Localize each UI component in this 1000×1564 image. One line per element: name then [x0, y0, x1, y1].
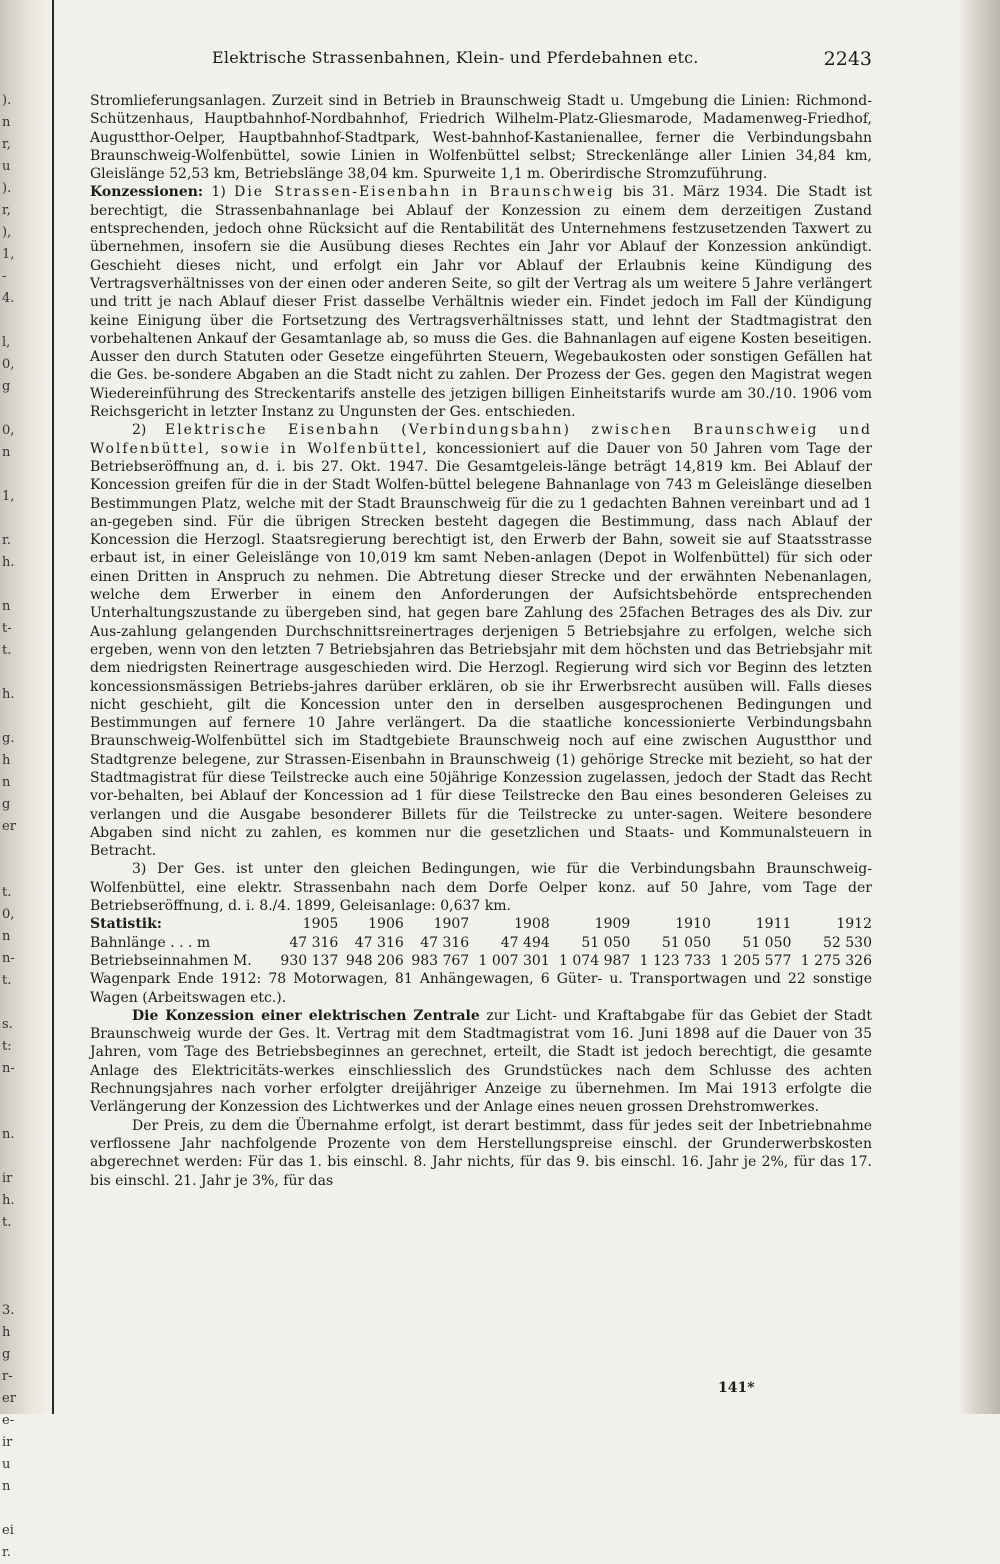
- margin-fragment: er: [2, 819, 16, 834]
- margin-fragment: ir: [2, 1435, 13, 1450]
- margin-fragment: ).: [2, 181, 12, 196]
- margin-fragment: [2, 662, 24, 684]
- bahnlaenge-cell: 47 316: [420, 934, 470, 951]
- margin-fragment: [2, 574, 24, 596]
- margin-fragment: n: [2, 599, 11, 614]
- bahnlaenge-cell: 51 050: [661, 934, 711, 951]
- margin-fragment: t.: [2, 973, 12, 988]
- margin-fragment: [2, 860, 24, 882]
- margin-fragment: [2, 508, 24, 530]
- item-number: 2): [132, 422, 147, 439]
- margin-fragment: h.: [2, 1193, 15, 1208]
- margin-fragment: n.: [2, 1127, 15, 1142]
- margin-fragment: ei: [2, 1523, 14, 1538]
- bahnlaenge-cell: 47 316: [289, 934, 339, 951]
- margin-fragment: -: [2, 269, 7, 284]
- margin-fragment: n: [2, 775, 11, 790]
- margin-fragment: ),: [2, 225, 12, 240]
- einnahmen-cell: 1 074 987: [559, 952, 631, 969]
- margin-fragment: h: [2, 1325, 11, 1340]
- margin-fragment: n-: [2, 1061, 15, 1076]
- margin-fragment: t:: [2, 1039, 12, 1054]
- bahnlaenge-cell: 47 316: [354, 934, 404, 951]
- margin-fragment: r.: [2, 1545, 11, 1560]
- paragraph-concessions: [90, 183, 872, 421]
- margin-fragment: n: [2, 1479, 11, 1494]
- margin-fragment: [2, 310, 24, 332]
- margin-fragment: r,: [2, 137, 11, 152]
- margin-fragment: r.: [2, 533, 11, 548]
- central-station-lead: Die Konzession einer elektrischen Zentrale: [132, 1007, 480, 1024]
- bahnlaenge-label: Bahnlänge . . . m: [90, 934, 211, 951]
- year-cell: 1906: [368, 916, 404, 933]
- einnahmen-cell: 983 767: [411, 952, 470, 969]
- item-number: 1): [211, 184, 226, 201]
- paragraph-concession-2: [90, 421, 872, 860]
- margin-fragment: ir: [2, 1171, 13, 1186]
- einnahmen-cell: 1 275 326: [800, 952, 872, 969]
- margin-fragment: g: [2, 379, 11, 394]
- margin-fragment: 1,: [2, 247, 15, 262]
- margin-fragment: [2, 1256, 24, 1278]
- wagenpark-text: Wagenpark Ende 1912: 78 Motorwagen, 81 Anhängewagen, 6 Güter- u. Transportwagen und 22 sonstige Wagen (Arbeitswagen etc.).: [90, 971, 872, 1006]
- margin-fragment: [2, 992, 24, 1014]
- page-edge-right: [958, 0, 1000, 1414]
- margin-fragment: [2, 1498, 24, 1520]
- central-station-text: zur Licht- und Kraftabgabe für das Gebiet der Stadt Braunschweig wurde der Ges. lt. Vertrag mit dem Stadtmagistrat vom 16. Juni 1898 auf die Dauer von 35 Jahren, vom Tage des Betriebsbeginnes an gerechnet, erteilt, die Stadt ist jedoch berechtigt, die gesamte Anlage des Elektricitäts-werkes einschliesslich des Grundstückes nach dem Schlusse des achten Rechnungsjahres nach vorher erfolgter dreijähriger Anzeige zu übernehmen. Im Mai 1913 erfolgte die Verlängerung der Konzession des Lichtwerkes und der Anlage eines neuen grossen Drehstromwerkes.: [90, 1007, 873, 1116]
- margin-fragment: t.: [2, 643, 12, 658]
- paragraph-central-station: [90, 1007, 872, 1117]
- margin-fragment: [2, 1146, 24, 1168]
- bahnlaenge-cell: 51 050: [581, 934, 631, 951]
- margin-fragment: u: [2, 159, 11, 174]
- concession-text-1: bis 31. März 1934. Die Stadt ist berechtigt, die Strassenbahnanlage bei Ablauf der Konzession zu einem dem derzeitigen Zustand entsprechenden, jedoch ohne Rücksicht auf die Rentabilität des Unternehmens festzusetzenden Taxwert zu übernehmen, insofern sie die Ausübung dieses Rechtes ein Jahr vor Ablauf der Konzession ankündigt. Geschieht dieses nicht, und erfolgt ein Jahr vor Ablauf der Erlaubnis keine Kündigung des Vertragsverhältnisses von der einen oder anderen Seite, so gilt der Vertrag als um weitere 5 Jahre verlängert und tritt je nach Ablauf dieser Frist dasselbe Verhältnis wieder ein. Findet jedoch im Fall der Kündigung keine Einigung über die Fortsetzung des Vertragsverhältnisses statt, und lehnt der Stadtmagistrat den vorbehaltenen Ankauf der Gesamtanlage ab, so muss die Ges. die Bahnanlagen auf eigene Kosten beseitigen. Ausser den durch Statuten oder Gesetze eingeführten Steuern, Wegebaukosten oder sonstigen Gefällen hat die Ges. be-sondere Abgaben an die Stadt nicht zu zahlen. Der Prozess der Ges. gegen den Magistrat wegen Wiedereinführung des Streckentarifs anstelle des jetzigen billigen Einheitstarifs wurde am 30./10. 1906 vom Reichsgericht in letzter Instanz zu Ungunsten der Ges. entschieden.: [90, 184, 873, 421]
- margin-fragment: 4.: [2, 291, 15, 306]
- margin-fragment: 0,: [2, 907, 15, 922]
- margin-fragment: t-: [2, 621, 12, 636]
- paragraph-lines: Stromlieferungsanlagen. Zurzeit sind in Betrieb in Braunschweig Stadt u. Umgebung die Linien: Richmond-Schützenhaus, Hauptbahnhof-Nordbahnhof, Friedrich Wilhelm-Platz-Gliesmarode, Madamenweg-Friedhof, Augustthor-Oelper, Hauptbahnhof-Stadtpark, West-bahnhof-Kastanienallee, ferner die Verbindungsbahn Braunschweig-Wolfenbüttel, sowie Linien in Wolfenbüttel selbst; Streckenlänge aller Linien 34,84 km, Gleislänge 52,53 km, Betriebslänge 38,04 km. Spurweite 1,1 m. Oberirdische Stromzuführung.: [90, 93, 872, 183]
- year-cell: 1908: [514, 916, 550, 933]
- margin-fragment: t.: [2, 1215, 12, 1230]
- margin-fragment: [2, 1102, 24, 1124]
- margin-fragment: n: [2, 115, 11, 130]
- margin-fragment: s.: [2, 1017, 13, 1032]
- statistics-table: [90, 915, 872, 970]
- einnahmen-row: [90, 952, 872, 970]
- main-text: [90, 92, 872, 1190]
- paragraph-concession-3: 3) Der Ges. ist unter den gleichen Bedingungen, wie für die Verbindungsbahn Braunschweig-Wolfenbüttel, eine elektr. Strassenbahn nach dem Dorfe Oelper konz. auf 50 Jahre, vom Tage der Betriebseröffnung, d. i. 8./4. 1899, Geleisanlage: 0,637 km.: [90, 861, 872, 915]
- margin-fragment: 1,: [2, 489, 15, 504]
- margin-fragment: h.: [2, 687, 15, 702]
- signature-mark: 141*: [718, 1380, 755, 1396]
- running-title: Elektrische Strassenbahnen, Klein- und Pferdebahnen etc.: [212, 48, 699, 67]
- margin-fragment: [2, 1234, 24, 1256]
- margin-fragment: [2, 464, 24, 486]
- bahnlaenge-cell: 47 494: [500, 934, 550, 951]
- margin-fragment: r-: [2, 1369, 13, 1384]
- facing-page-margin: [2, 90, 24, 1564]
- margin-fragment: 0,: [2, 357, 15, 372]
- einnahmen-cell: 1 123 733: [639, 952, 711, 969]
- year-cell: 1912: [836, 916, 872, 933]
- margin-fragment: g.: [2, 731, 15, 746]
- concession-title-2: Elektrische Eisenbahn (Verbindungsbahn) zwischen Braunschweig und Wolfenbüttel, sowie in Wolfenbüttel,: [90, 422, 872, 457]
- margin-fragment: l,: [2, 335, 11, 350]
- margin-fragment: e-: [2, 1413, 15, 1428]
- year-cell: 1911: [755, 916, 792, 933]
- margin-fragment: u: [2, 1457, 11, 1472]
- margin-fragment: 3.: [2, 1303, 15, 1318]
- year-cell: 1910: [675, 916, 711, 933]
- statistics-block: [90, 915, 872, 1006]
- margin-fragment: [2, 1080, 24, 1102]
- einnahmen-cell: 930 137: [280, 952, 339, 969]
- year-cell: 1907: [433, 916, 470, 933]
- margin-fragment: n: [2, 929, 11, 944]
- einnahmen-cell: 1 205 577: [720, 952, 792, 969]
- margin-fragment: ).: [2, 93, 12, 108]
- margin-fragment: 0,: [2, 423, 15, 438]
- concessions-lead: Konzessionen:: [90, 184, 204, 201]
- margin-fragment: h: [2, 753, 11, 768]
- paragraph-price: Der Preis, zu dem die Übernahme erfolgt, ist derart bestimmt, dass für jedes seit der Inbetriebnahme verflossene Jahr nachfolgende Prozente von dem Herstellungspreise einschl. der Grunderwerbskosten abgerechnet werden: Für das 1. bis einschl. 8. Jahr nichts, für das 9. bis einschl. 16. Jahr je 2%, für das 17. bis einschl. 21. Jahr je 3%, für das: [90, 1117, 872, 1189]
- margin-fragment: g: [2, 1347, 11, 1362]
- year-cell: 1909: [594, 916, 631, 933]
- concession-title-1: Die Strassen-Eisenbahn in Braunschweig: [234, 184, 615, 201]
- margin-fragment: er: [2, 1391, 16, 1406]
- concession-text-2: koncessioniert auf die Dauer von 50 Jahren vom Tage der Betriebseröffnung an, d. i. bis 27. Okt. 1947. Die Gesamtgeleis-länge beträgt 14,819 km. Bei Ablauf der Koncession greifen für die in der Stadt Wolfen-büttel belegene Bahnanlage von 743 m Geleislänge dieselben Bestimmungen Platz, welche mit der Stadt Braunschweig für die zu 1 gedachten Bahnen vereinbart und ad 1 an-gegeben sind. Für die übrigen Strecken besteht dagegen die Bestimmung, dass nach Ablauf der Koncession die Herzogl. Staatsregierung berechtigt ist, den Erwerb der Bahn, soweit sie auf Staatsstrasse erbaut ist, in einer Geleislänge von 10,019 km samt Neben-anlagen (Depot in Wolfenbüttel) für sich oder einen Dritten in Anspruch zu nehmen. Die Abtretung dieser Strecke und der erwähnten Nebenanlagen, welche dem Erwerber in einem den Anforderungen der Aufsichtsbehörde entsprechenden Unterhaltungszustande zu übergeben sind, hat gegen bare Zahlung des 25fachen Betrages des als Div. zur Aus-zahlung gelangenden Durchschnittsreinertrages derjenigen 5 Betriebsjahre zu erfolgen, welche sich ergeben, wenn von den letzten 7 Betriebsjahren das Betriebsjahr mit dem höchsten und das Betriebsjahr mit dem niedrigsten Reinertrage ausgeschieden wird. Die Herzogl. Regierung wird sich vor Beginn des letzten koncessionsmässigen Betriebs-jahres darüber erklären, ob sie ihr Erwerbsrecht ausüben will. Falls dieses nicht geschieht, gilt die Koncession unter den in derselben ausgesprochenen Bedingungen und Bestimmungen auf fernere 10 Jahre verlängert. Da die staatliche koncessionierte Verbindungsbahn Braunschweig-Wolfenbüttel sich im Stadtgebiete Braunschweig noch auf eine zwischen Augustthor und Stadtgrenze belegene, zur Strassen-Eisenbahn in Braunschweig (1) gehörige Strecke mit bezieht, so hat der Stadtmagistrat für diese Teilstrecke auch eine 50jährige Konzession zugelassen, jedoch der Stadt das Recht vor-behalten, bei Ablauf der Koncession ad 1 für diese Teilstrecke den Bau eines besonderen Geleises zu verlangen und die Ausgabe besonderer Billets für die Teilstrecke zu unter-sagen. Weitere besondere Abgaben sind nicht zu zahlen, es kommen nur die gesetzlichen und Staats- und Kommunalsteuern in Betracht.: [90, 440, 873, 860]
- margin-fragment: [2, 398, 24, 420]
- margin-fragment: [2, 706, 24, 728]
- year-cell: 1905: [302, 916, 339, 933]
- einnahmen-cell: 1 007 301: [478, 952, 550, 969]
- statistics-years-row: [90, 915, 872, 933]
- einnahmen-cell: 948 206: [345, 952, 404, 969]
- margin-fragment: h.: [2, 555, 15, 570]
- margin-fragment: n: [2, 445, 11, 460]
- margin-fragment: t.: [2, 885, 12, 900]
- bahnlaenge-cell: 52 530: [823, 934, 872, 951]
- bahnlaenge-row: [90, 934, 872, 952]
- margin-fragment: [2, 1278, 24, 1300]
- einnahmen-label: Betriebseinnahmen M.: [90, 952, 252, 969]
- margin-fragment: [2, 838, 24, 860]
- margin-fragment: n-: [2, 951, 15, 966]
- margin-fragment: g: [2, 797, 11, 812]
- bahnlaenge-cell: 51 050: [742, 934, 792, 951]
- page-number: 2243: [823, 48, 872, 70]
- statistics-label: Statistik:: [90, 916, 162, 933]
- margin-fragment: r,: [2, 203, 11, 218]
